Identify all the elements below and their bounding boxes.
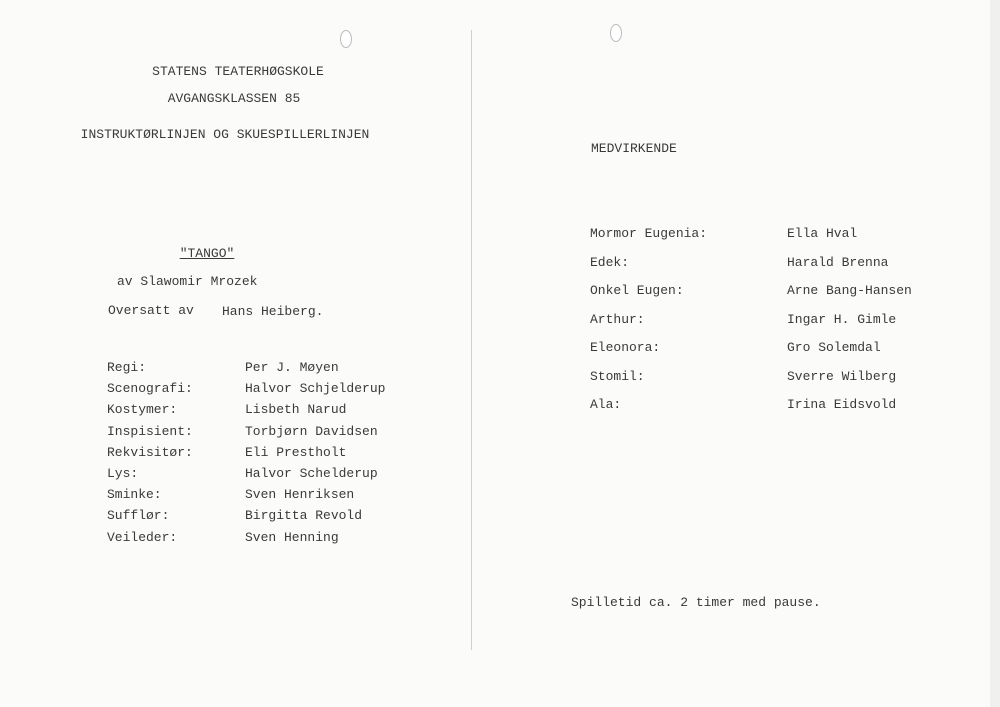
cast-name: Irina Eidsvold [787, 397, 897, 412]
crew-role: Regi: [107, 360, 147, 375]
translator: Hans Heiberg. [222, 304, 324, 319]
runtime: Spilletid ca. 2 timer med pause. [571, 595, 821, 610]
crew-name: Eli Prestholt [245, 444, 347, 460]
cast-role: Arthur: [590, 311, 645, 327]
cast-role: Onkel Eugen: [590, 283, 684, 298]
cast-name: Ella Hval [787, 226, 858, 241]
cast-role: Ala: [590, 397, 622, 412]
cast-role: Stomil: [590, 368, 645, 384]
cast-name: Gro Solemdal [787, 340, 881, 355]
cast-role: Mormor Eugenia: [590, 226, 708, 241]
translation-label: Oversatt av [108, 303, 194, 318]
crew-name: Sven Henning [245, 529, 339, 545]
crew-name: Halvor Schelderup [245, 466, 378, 481]
crew-name: Lisbeth Narud [245, 402, 347, 418]
class-name: AVGANGSKLASSEN 85 [167, 91, 301, 106]
author: av Slawomir Mrozek [117, 274, 258, 289]
paper-edge [990, 0, 1000, 707]
crew-role: Sminke: [107, 487, 162, 503]
cast-role: Edek: [590, 254, 630, 270]
cast-name: Ingar H. Gimle [787, 311, 897, 327]
cast-role: Eleonora: [590, 340, 661, 355]
cast-heading: MEDVIRKENDE [591, 141, 677, 156]
crew-role: Lys: [107, 466, 139, 481]
crew-name: Birgitta Revold [245, 508, 363, 524]
punch-hole [610, 24, 622, 42]
crew-name: Torbjørn Davidsen [245, 423, 378, 439]
crew-role: Kostymer: [107, 402, 178, 418]
cast-name: Harald Brenna [787, 254, 889, 270]
cast-name: Arne Bang-Hansen [787, 283, 912, 298]
crew-role: Scenografi: [107, 381, 193, 397]
punch-hole [340, 30, 352, 48]
programs: INSTRUKTØRLINJEN OG SKUESPILLERLINJEN [80, 127, 370, 142]
crew-name: Sven Henriksen [245, 487, 355, 503]
crew-role: Veileder: [107, 529, 178, 545]
cast-name: Sverre Wilberg [787, 368, 897, 384]
play-title: "TANGO" [179, 246, 235, 261]
crew-name: Per J. Møyen [245, 360, 339, 375]
crew-role: Sufflør: [107, 508, 170, 524]
crew-name: Halvor Schjelderup [245, 381, 386, 397]
page-fold [471, 30, 472, 650]
crew-role: Inspisient: [107, 423, 193, 439]
crew-role: Rekvisitør: [107, 444, 193, 460]
school-name: STATENS TEATERHØGSKOLE [152, 64, 324, 79]
